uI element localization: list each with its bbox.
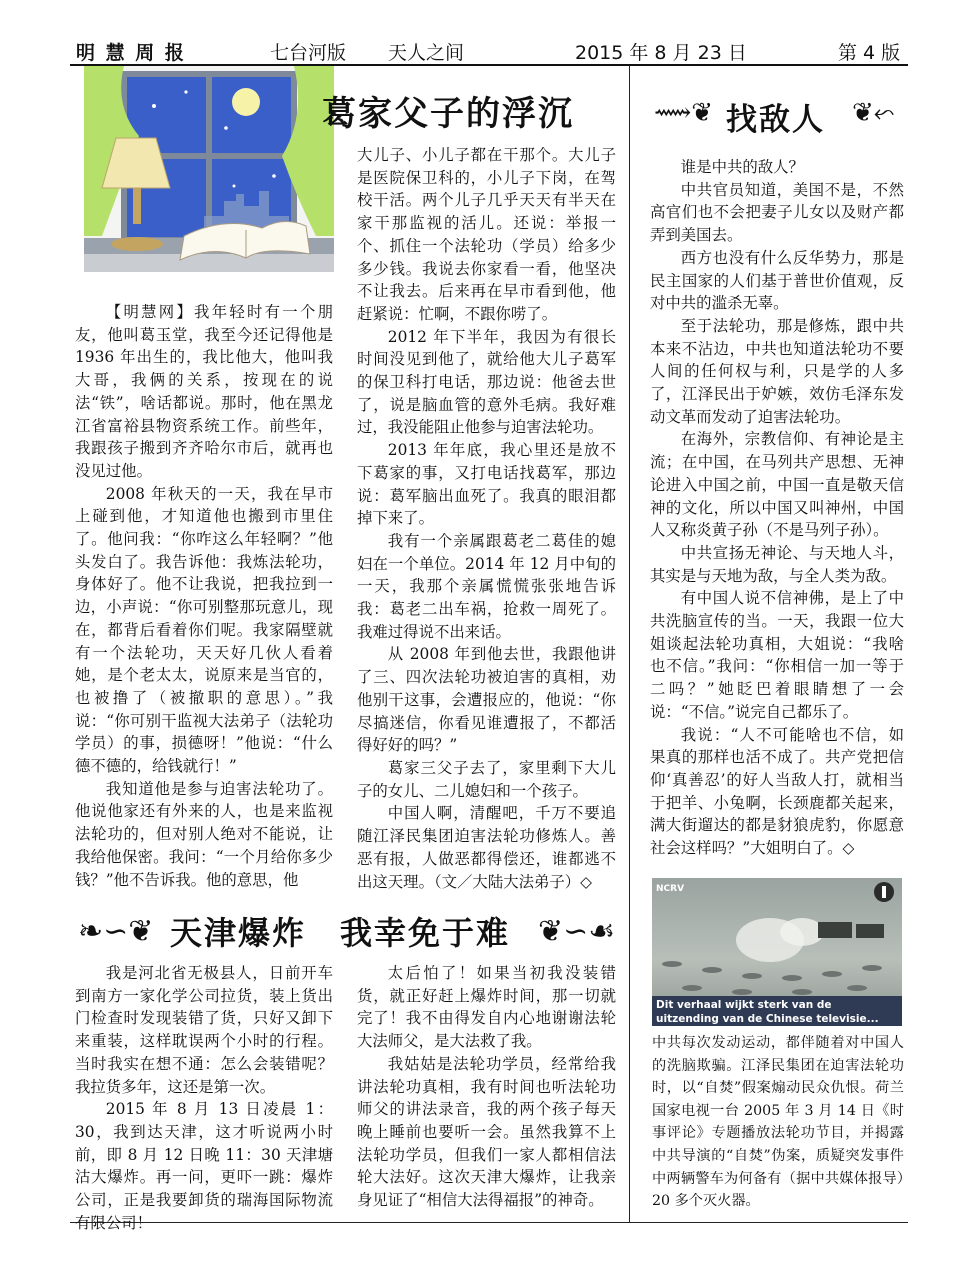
tv-screenshot-photo <box>652 878 902 1026</box>
paragraph: 2015 年 8 月 13 日凌晨 1：30，我到达天津，这才听说两小时前，即 8 月 12 日晚 11：30 天津塘沽大爆炸。再一问，更吓一跳：爆炸公司，正是我要卸货的瑞海国际物流有限公司！ <box>75 1100 333 1232</box>
paragraph: 2012 年下半年，我因为有很长时间没见到他了，就给他大儿子葛军的保卫科打电话，那边说：他爸去世了，说是脑血管的意外毛病。我好难过，我没能阻止他参与迫害法轮功。 <box>357 327 616 437</box>
column-divider <box>629 66 630 1223</box>
paragraph: 我是河北省无极县人，日前开车到南方一家化学公司拉货，装上货出门检查时发现装错了货，只好又卸下来重装，这样耽误两个小时的行程。当时我实在想不通：怎么会装错呢？我拉货多年，这还是第一次。 <box>75 964 333 1096</box>
paragraph: 中共官员知道，美国不是，不然高官们也不会把妻子儿女以及财产都弄到美国去。 <box>650 180 904 245</box>
flourish-left-icon: ❧∽❦ <box>78 914 154 949</box>
tv-ticker: Dit verhaal wijkt sterk van de uitzending van de Chinese televisie... <box>652 996 902 1026</box>
paragraph: 中国人啊，清醒吧，千万不要追随江泽民集团迫害法轮功修炼人。善恶有报，人做恶都得偿还，谁都逃不出这天理。（文／大陆大法弟子）◇ <box>357 804 616 891</box>
paragraph: 至于法轮功，那是修炼，跟中共本来不沾边，中共也知道法轮功不要人间的任何权与利，只是学的人多了，江泽民出于妒嫉，效仿毛泽东发动文革而发动了迫害法轮功。 <box>650 316 904 426</box>
paragraph: 2013 年年底，我心里还是放不下葛家的事，又打电话找葛军，那边说：葛军脑出血死了。我真的眼泪都掉下来了。 <box>357 441 616 528</box>
article3-title: 天津爆炸 我幸免于难 <box>170 914 511 952</box>
paragraph: 我有一个亲属跟葛老二葛佳的媳妇在一个单位。2014 年 12 月中旬的一天，我那个亲属慌慌张张地告诉我：葛老二出车祸，抢救一周死了。我难过得说不出来话。 <box>357 531 616 641</box>
edition-label: 七台河版 <box>270 42 347 64</box>
paragraph: 我说：“人不可能啥也不信，如果真的那样也活不成了。共产党把信仰‘真善忍’的好人当敌人打，就相当于把羊、小兔啊，长颈鹿都关起来，满大街遛达的都是豺狼虎豹，你愿意社会这样吗？”大姐明白了。◇ <box>650 725 904 858</box>
flourish-right-icon: ❦∽☙ <box>538 914 616 949</box>
paragraph: 大儿子、小儿子都在干那个。大儿子是医院保卫科的，小儿子下岗，在驾校干活。两个儿子几乎天天有半天在家干那监视的活儿。还说：举报一个、抓住一个法轮功（学员）给多少多少钱。我说去你家看一看，他坚决不让我去。后来再在早市看到他，他赶紧说：忙啊，不跟你唠了。 <box>357 146 616 323</box>
article2-title: 找敌人 <box>726 102 825 138</box>
flourish-right-icon: ❦⬿ <box>852 98 895 128</box>
paragraph: 西方也没有什么反华势力，那是民主国家的人们基于普世价值观，反对中共的滥杀无辜。 <box>650 248 904 313</box>
article1-column2 <box>357 144 616 893</box>
page-number: 第 4 版 <box>838 42 901 64</box>
paragraph: 从 2008 年到他去世，我跟他讲了三、四次法轮功被迫害的真相，劝他别干这事，会遭报应的，他说：“你尽搞迷信，你看见谁遭报了，不都活得好好的吗？” <box>357 645 616 755</box>
paragraph: 我姑姑是法轮功学员，经常给我讲法轮功真相，我有时间也听法轮功师父的讲法录音，我的两个孩子每天晚上睡前也要听一会。虽然我算不上法轮功学员，但我们一家人都相信法轮大法好。这次天津大爆炸，让我亲身见证了“相信大法得福报”的神奇。 <box>357 1054 616 1210</box>
paragraph: 谁是中共的敌人？ <box>680 158 804 176</box>
paragraph: 葛家三父子去了，家里剩下大儿子的女儿、二儿媳妇和一个孩子。 <box>357 758 616 800</box>
paragraph: 有中国人说不信神佛，是上了中共洗脑宣传的当。一天，我跟一位大姐谈起法轮功真相，大姐说：“我啥也不信。”我问：“你相信一加一等于二吗？”她眨巴着眼睛想了一会说：“不信。”说完自己都乐了。 <box>650 589 904 721</box>
section-label: 天人之间 <box>388 42 465 64</box>
night-window-illustration <box>84 66 334 272</box>
paragraph: 太后怕了！如果当初我没装错货，就正好赶上爆炸时间，那一切就完了！我不由得发自内心地谢谢法轮大法师父，是大法救了我。 <box>357 964 616 1051</box>
article3-column1 <box>75 962 333 1234</box>
paragraph: 2008 年秋天的一天，我在早市上碰到他，才知道他也搬到市里住了。他问我：“你咋这么年轻啊？”他头发白了。我告诉他：我炼法轮功，身体好了。他不让我说，把我拉到一边，小声说：“你可别整那玩意儿，现在，都背后看着你们呢。我家隔壁就有一个法轮功，天天好几伙人看着她，是个老太太，说原来是当官的，也被撸了（被撤职的意思）。”我说：“你可别干监视大法弟子（法轮功学员）的事，损德呀！”他说：“什么德不德的，给钱就行！” <box>75 484 333 776</box>
flourish-left-icon: ⟿❦ <box>654 98 714 128</box>
article1-column1 <box>75 301 333 891</box>
paragraph: 中共宣扬无神论、与天地人斗，其实是与天地为敌，与全人类为敌。 <box>650 543 904 585</box>
paragraph: 在海外，宗教信仰、有神论是主流；在中国，在马列共产思想、无神论进入中国之前，中国一直是敬天信神的文化，所以中国又叫神州，中国人又称炎黄子孙（不是马列子孙）。 <box>650 430 904 540</box>
article1-title: 葛家父子的浮沉 <box>322 94 574 134</box>
article2-body <box>650 156 904 860</box>
issue-date: 2015 年 8 月 23 日 <box>575 42 747 64</box>
page-header <box>70 34 908 66</box>
paragraph: 我知道他是参与迫害法轮功了。他说他家还有外来的人，也是来监视法轮功的，但对别人绝对不能说，让我给他保密。我问：“一个月给你多少钱？”他不告诉我。他的意思，他 <box>75 779 333 889</box>
paper-name: 明 慧 周 报 <box>76 42 186 64</box>
paragraph: 【明慧网】我年轻时有一个朋友，他叫葛玉堂，我至今还记得他是 1936 年出生的，我比他大，他叫我大哥，我俩的关系，按现在的说法“铁”，啥话都说。那时，他在黑龙江省富裕县物资系统工作。前些年，我跟孩子搬到齐齐哈尔市后，就再也没见过他。 <box>75 303 333 480</box>
photo-caption: 中共每次发动运动，都伴随着对中国人的洗脑欺骗。江泽民集团在迫害法轮功时，以“自焚”假案煽动民众仇恨。荷兰国家电视一台 2005 年 3 月 14 日《时事评论》专题播放法轮功节目，并揭露中共导演的“自焚”伪案，质疑突发事件中两辆警车为何备有（据中共媒体报导）20 多个灭火器。 <box>652 1035 904 1210</box>
article3-column2 <box>357 962 616 1212</box>
tv-logo: NCRV <box>656 884 685 894</box>
